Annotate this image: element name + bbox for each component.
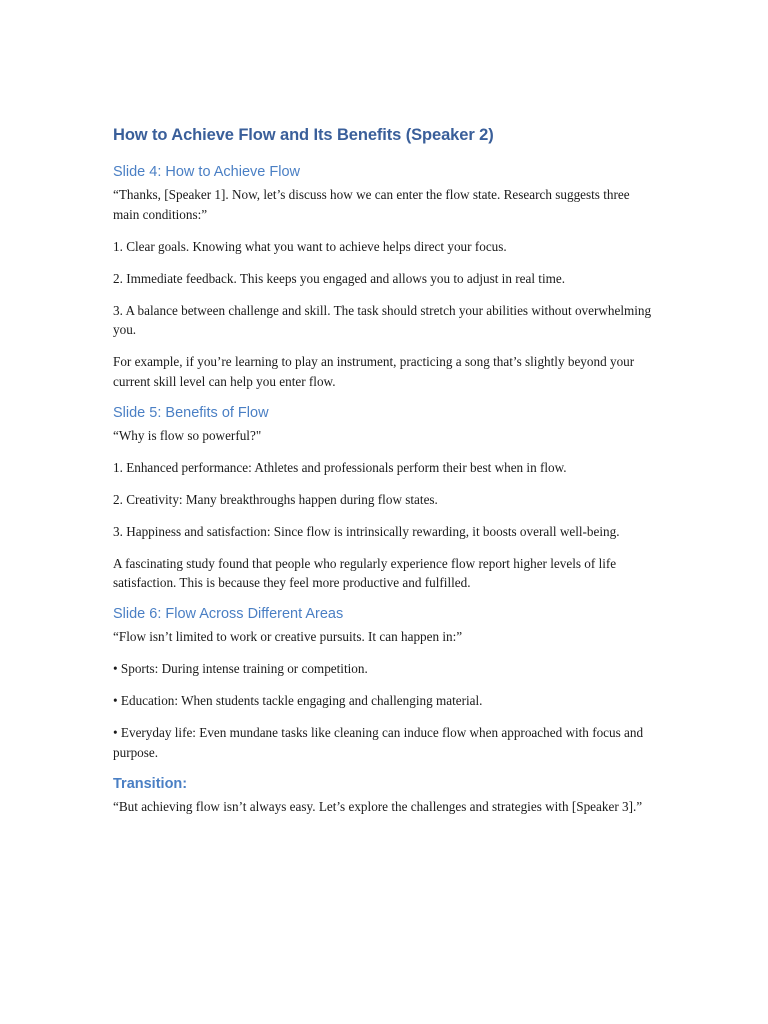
document-page [113, 124, 658, 829]
paragraph: • Everyday life: Even mundane tasks like cleaning can induce flow when approached with focus and purpose. [113, 725, 644, 760]
section-heading-slide-6: Slide 6: Flow Across Different Areas [113, 606, 344, 622]
section-slide-4 [113, 163, 658, 391]
paragraph: 3. A balance between challenge and skill. The task should stretch your abilities without overwhelming you. [113, 302, 652, 337]
paragraph: • Education: When students tackle engaging and challenging material. [113, 693, 483, 708]
section-heading-slide-4: Slide 4: How to Achieve Flow [113, 164, 300, 180]
section-slide-5 [113, 404, 658, 593]
paragraph: 2. Immediate feedback. This keeps you engaged and allows you to adjust in real time. [113, 270, 566, 286]
paragraph: “Flow isn’t limited to work or creative pursuits. It can happen in:” [113, 629, 463, 644]
paragraph: 1. Clear goals. Knowing what you want to achieve helps direct your focus. [113, 238, 507, 254]
paragraph: For example, if you’re learning to play an instrument, practicing a song that’s slightly beyond your current skill level can help you enter flow. [113, 354, 635, 389]
section-heading-transition: Transition: [113, 775, 188, 792]
paragraph: 2. Creativity: Many breakthroughs happen during flow states. [113, 491, 438, 507]
paragraph: 1. Enhanced performance: Athletes and professionals perform their best when in flow. [113, 459, 567, 475]
paragraph: “Why is flow so powerful?" [113, 427, 262, 443]
paragraph: “Thanks, [Speaker 1]. Now, let’s discuss how we can enter the flow state. Research suggests three main conditions:” [113, 187, 630, 222]
section-transition [113, 775, 658, 817]
paragraph: 3. Happiness and satisfaction: Since flow is intrinsically rewarding, it boosts overall well-being. [113, 523, 620, 539]
section-slide-6 [113, 605, 658, 762]
section-heading-slide-5: Slide 5: Benefits of Flow [113, 404, 269, 421]
paragraph: A fascinating study found that people who regularly experience flow report higher levels of life satisfaction. This is because they feel more productive and fulfilled. [113, 555, 617, 590]
paragraph: “But achieving flow isn’t always easy. Let’s explore the challenges and strategies with [Speaker 3].” [113, 798, 643, 814]
paragraph: • Sports: During intense training or competition. [113, 661, 368, 676]
document-title: How to Achieve Flow and Its Benefits (Speaker 2) [113, 126, 494, 144]
